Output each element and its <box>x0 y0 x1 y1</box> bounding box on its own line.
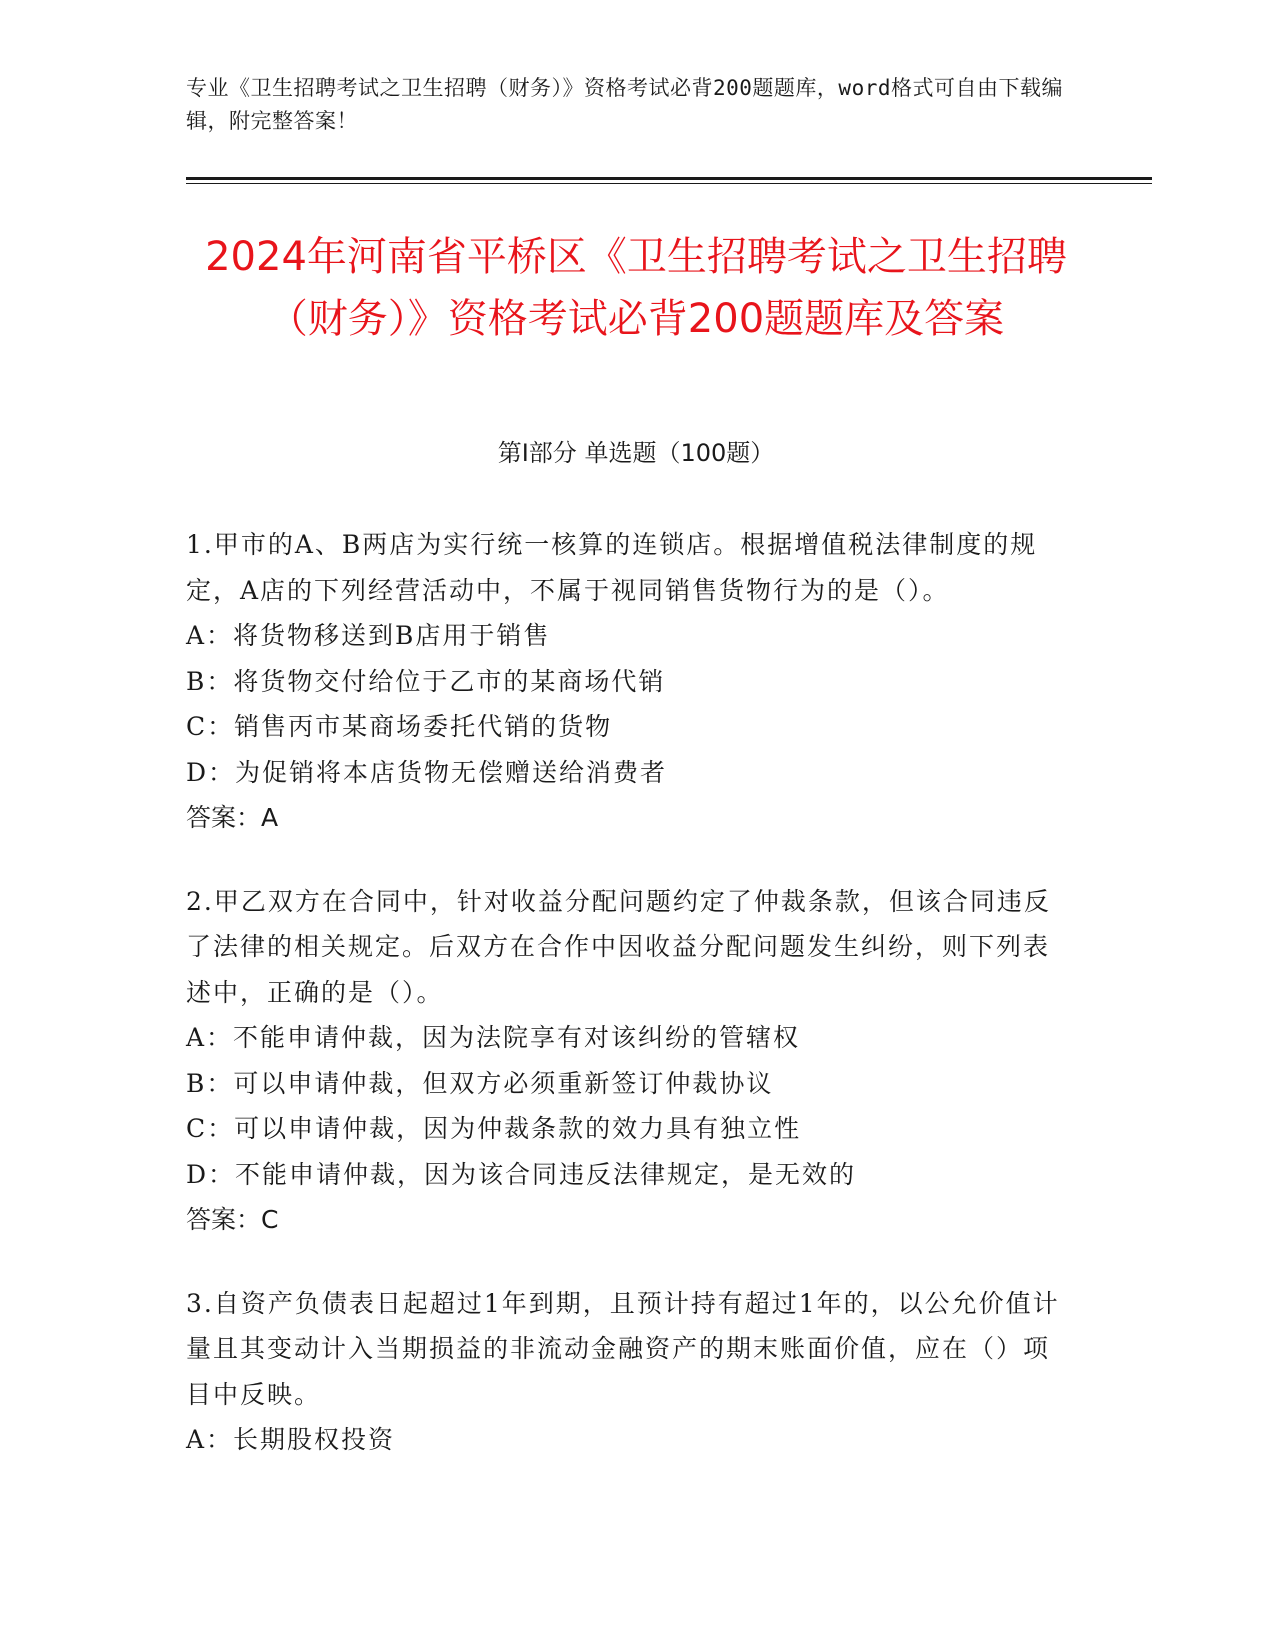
section-title: 第Ⅰ部分 单选题（100题） <box>497 439 775 467</box>
question-2 <box>186 879 1066 1243</box>
question-stem: 1.甲市的A、B两店为实行统一核算的连锁店。根据增值税法律制度的规定，A店的下列经营活动中，不属于视同销售货物行为的是（）。 <box>186 530 1038 605</box>
option-a: A：将货物移送到B店用于销售 <box>186 621 551 650</box>
question-list <box>186 522 1066 1501</box>
option-b: B：可以申请仲裁，但双方必须重新签订仲裁协议 <box>186 1068 774 1098</box>
option-c: C：销售丙市某商场委托代销的货物 <box>186 712 613 741</box>
question-answer: 答案：C <box>186 1205 279 1234</box>
question-stem: 3.自资产负债表日起超过1年到期，且预计持有超过1年的，以公允价值计量且其变动计入当期损益的非流动金融资产的期末账面价值，应在（）项目中反映。 <box>186 1288 1060 1409</box>
option-d: D：不能申请仲裁，因为该合同违反法律规定，是无效的 <box>186 1159 857 1189</box>
header-divider-thick <box>186 177 1152 180</box>
question-3 <box>186 1281 1066 1463</box>
option-a: A：长期股权投资 <box>186 1425 396 1454</box>
question-answer: 答案：A <box>186 803 279 832</box>
question-1 <box>186 522 1066 841</box>
option-a: A：不能申请仲裁，因为法院享有对该纠纷的管辖权 <box>186 1023 801 1052</box>
header-note: 专业《卫生招聘考试之卫生招聘（财务）》资格考试必背200题题库，word格式可自由下载编辑，附完整答案！ <box>186 76 1063 133</box>
option-d: D：为促销将本店货物无偿赠送给消费者 <box>186 757 668 787</box>
option-b: B：将货物交付给位于乙市的某商场代销 <box>186 666 666 696</box>
document-title: 2024年河南省平桥区《卫生招聘考试之卫生招聘（财务）》资格考试必背200题题库及答案 <box>205 234 1067 342</box>
question-stem: 2.甲乙双方在合同中，针对收益分配问题约定了仲裁条款，但该合同违反了法律的相关规定。后双方在合作中因收益分配问题发生纠纷，则下列表述中，正确的是（）。 <box>186 886 1051 1007</box>
header-divider-thin <box>186 183 1152 184</box>
option-c: C：可以申请仲裁，因为仲裁条款的效力具有独立性 <box>186 1114 802 1143</box>
